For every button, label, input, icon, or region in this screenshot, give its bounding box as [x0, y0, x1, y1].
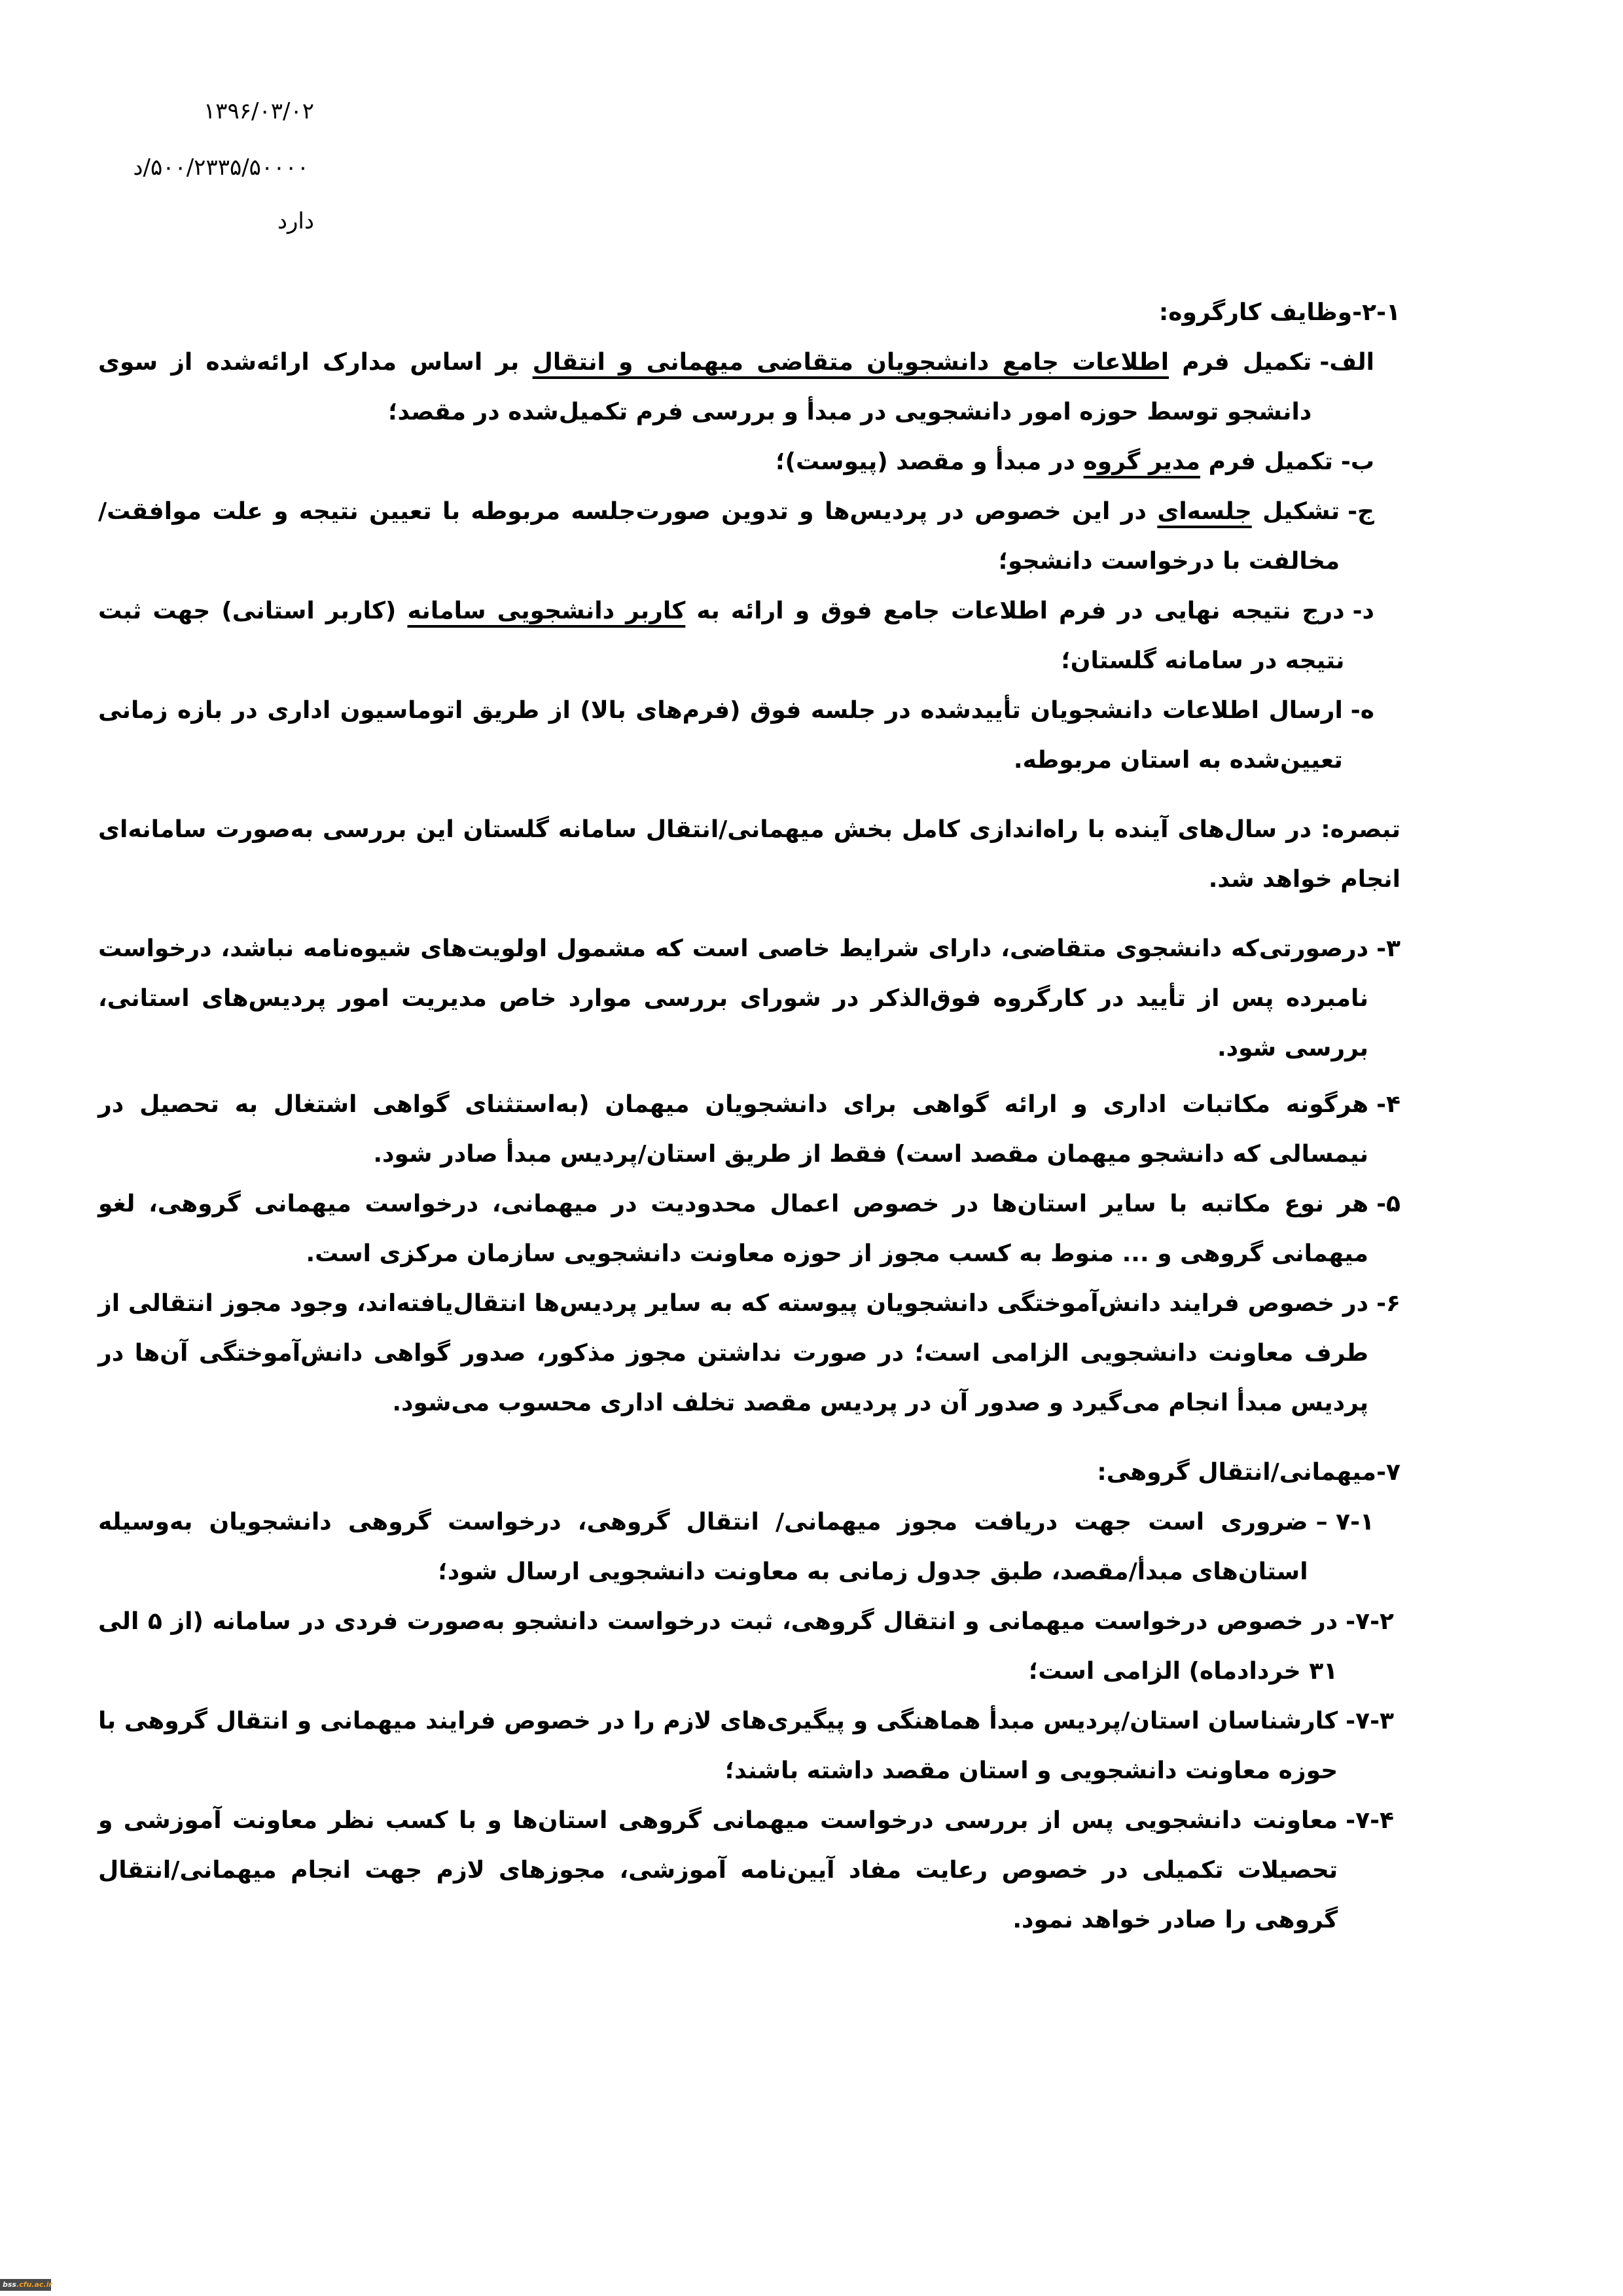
text-segment: تشکیل — [1251, 498, 1340, 525]
list-item-be — [98, 437, 1374, 487]
spacer — [98, 1428, 1374, 1448]
item-marker: ۶- — [1376, 1290, 1400, 1317]
item-marker: ۷-۴- — [1346, 1807, 1394, 1834]
item-marker: ۳- — [1376, 935, 1400, 962]
watermark-domain: .cfu.ac.ir — [16, 2280, 52, 2289]
item-marker: ۵- — [1376, 1191, 1400, 1217]
spacer — [98, 1073, 1374, 1080]
item-marker: ۷-۲- — [1346, 1608, 1394, 1635]
item-text: ارسال اطلاعات دانشجویان تأییدشده در جلسه فوق (فرم‌های بالا) از طریق اتوماسیون اداری در بازه زمانی تعیین‌شده به استان مربوطه. — [98, 697, 1343, 774]
watermark-prefix: bss — [3, 2280, 16, 2289]
item-text: در خصوص درخواست میهمانی و انتقال گروهی، ثبت درخواست دانشجو به‌صورت فردی در سامانه (از ۵ الی ۳۱ خردادماه) الزامی است؛ — [98, 1608, 1338, 1685]
spacer — [98, 785, 1374, 805]
text-segment: (کاربر استانی) جهت ثبت نتیجه در سامانه گلستان؛ — [98, 598, 1345, 674]
site-watermark — [0, 2279, 51, 2291]
item-marker: ه- — [1350, 697, 1374, 724]
section-7-item-4 — [98, 1796, 1394, 1945]
item-text: درصورتی‌که دانشجوی متقاضی، دارای شرایط خاصی است که مشمول اولویت‌های شیوه‌نامه نباشد، درخواست نامبرده پس از تأیید در کارگروه فوق‌الذکر در شورای بررسی موارد خاص مدیریت امور پردیس‌های استانی، بررسی شود. — [98, 935, 1369, 1062]
item-marker: ب- — [1340, 448, 1374, 475]
item-marker: د- — [1352, 598, 1374, 624]
item-marker: الف- — [1319, 349, 1374, 376]
item-text: ضروری است جهت دریافت مجوز میهمانی/ انتقال گروهی، درخواست گروهی دانشجویان به‌وسیله استان‌های مبدأ/مقصد، طبق جدول زمانی به معاونت دانشجویی ارسال شود؛ — [98, 1509, 1308, 1585]
underlined-term: اطلاعات جامع دانشجویان متقاضی میهمانی و انتقال — [532, 349, 1169, 376]
item-text: هرگونه مکاتبات اداری و ارائه گواهی برای دانشجویان میهمان (به‌استثنای گواهی اشتغال به تحصیل در نیمسالی که دانشجو میهمان مقصد است) فقط از طریق استان/پردیس مبدأ صادر شود. — [98, 1091, 1369, 1168]
spacer — [98, 905, 1374, 924]
list-item-jim — [98, 487, 1374, 586]
numbered-item-5 — [98, 1179, 1400, 1279]
item-text: هر نوع مکاتبه با سایر استان‌ها در خصوص اعمال محدودیت در میهمانی، درخواست میهمانی گروهی، لغو میهمانی گروهی و ... منوط به کسب مجوز از حوزه معاونت دانشجویی سازمان مرکزی است. — [98, 1191, 1369, 1267]
section-heading-2-1: ۲-۱-وظایف کارگروه: — [1158, 299, 1400, 326]
note-paragraph: تبصره: در سال‌های آینده با راه‌اندازی کامل بخش میهمانی/انتقال سامانه گلستان این بررسی به‌صورت سامانه‌ای انجام خواهد شد. — [98, 816, 1400, 893]
list-item-dal — [98, 586, 1374, 686]
item-text — [98, 338, 1311, 437]
item-marker: ۷-۱ – — [1315, 1509, 1374, 1535]
underlined-term: جلسه‌ای — [1157, 498, 1252, 525]
section-7-item-1 — [98, 1498, 1374, 1597]
document-body — [98, 288, 1400, 1945]
letter-attachment: دارد — [277, 208, 314, 234]
item-text: معاونت دانشجویی پس از بررسی درخواست میهمانی گروهی استان‌ها و با کسب نظر معاونت آموزشی و تحصیلات تکمیلی در خصوص رعایت مفاد آیین‌نامه آموزشی، مجوزهای لازم جهت انجام میهمانی/انتقال گروهی را صادر خواهد نمود. — [98, 1807, 1338, 1933]
numbered-item-4 — [98, 1080, 1400, 1179]
section-7-item-3 — [98, 1696, 1394, 1796]
item-text — [98, 437, 1333, 487]
item-marker: ۴- — [1376, 1091, 1400, 1118]
section-7-item-2 — [98, 1597, 1394, 1696]
underlined-term: کاربر دانشجویی سامانه — [407, 598, 686, 624]
text-segment: بر اساس مدارک ارائه‌شده از سوی دانشجو توسط حوزه امور دانشجویی در مبدأ و بررسی فرم تکمیل‌شده در مقصد؛ — [98, 349, 1312, 425]
item-text — [98, 487, 1340, 586]
letter-date: ۱۳۹۶/۰۳/۰۲ — [203, 98, 314, 124]
item-text: در خصوص فرایند دانش‌آموختگی دانشجویان پیوسته که به سایر پردیس‌ها انتقال‌یافته‌اند، وجود مجوز انتقالی از طرف معاونت دانشجویی الزامی است؛ در صورت نداشتن مجوز مذکور، صدور گواهی دانش‌آموختگی آن‌ها در پردیس مبدأ انجام می‌گیرد و صدور آن در پردیس مقصد تخلف اداری محسوب می‌شود. — [98, 1290, 1369, 1416]
letter-number: ۵۰۰/۲۳۳۵/۵۰۰۰۰/د — [133, 154, 309, 181]
text-segment: تکمیل فرم — [1200, 448, 1333, 475]
item-marker: ج- — [1347, 498, 1374, 525]
numbered-item-3 — [98, 924, 1400, 1073]
item-text: کارشناسان استان/پردیس مبدأ هماهنگی و پیگیری‌های لازم را در خصوص فرایند میهمانی و انتقال گروهی با حوزه معاونت دانشجویی و استان مقصد داشته باشند؛ — [98, 1708, 1338, 1784]
item-marker: ۷-۳- — [1346, 1708, 1394, 1734]
list-item-he — [98, 686, 1374, 785]
text-segment: تکمیل فرم — [1169, 349, 1312, 376]
item-text — [98, 586, 1345, 686]
text-segment: در مبدأ و مقصد (پیوست)؛ — [776, 448, 1084, 475]
numbered-item-6 — [98, 1279, 1400, 1428]
text-segment: در این خصوص در پردیس‌ها و تدوین صورت‌جلسه مربوطه با تعیین نتیجه و علت موافقت/مخالفت با درخواست دانشجو؛ — [98, 498, 1340, 575]
list-item-alef — [98, 338, 1374, 437]
text-segment: درج نتیجه نهایی در فرم اطلاعات جامع فوق و ارائه به — [685, 598, 1345, 624]
section-heading-7: ۷-میهمانی/انتقال گروهی: — [1097, 1459, 1400, 1486]
underlined-term: مدیر گروه — [1083, 448, 1201, 475]
